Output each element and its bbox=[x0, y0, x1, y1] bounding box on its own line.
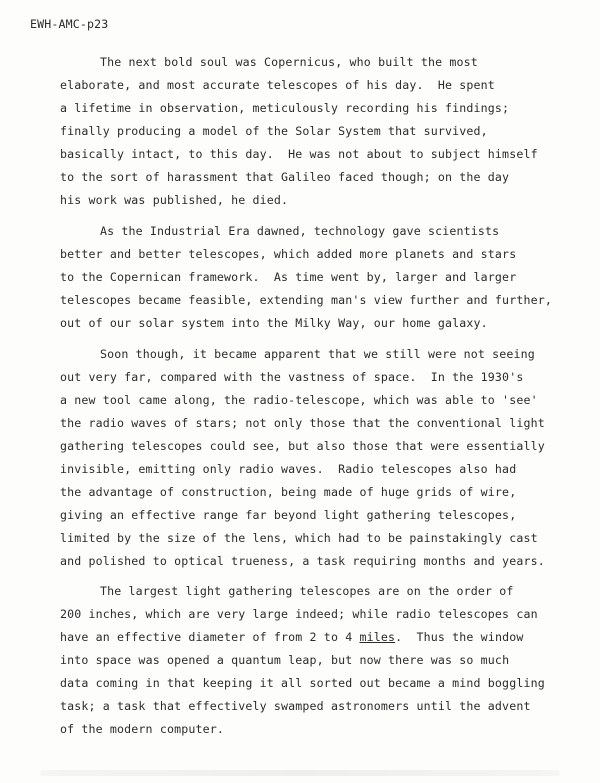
paragraph-4-line-2: 200 inches, which are very large indeed; while radio telescopes can bbox=[60, 607, 538, 621]
paragraph-4-line-3-text: have an effective diameter of from 2 to 4 bbox=[60, 630, 360, 644]
paragraph-4-line-6: task; a task that effectively swamped astronomers until the advent bbox=[60, 699, 531, 713]
paragraph-4-line-3-tail: . Thus the window bbox=[395, 630, 524, 644]
underlined-word: miles bbox=[359, 630, 396, 644]
paragraph-1-line-2: elaborate, and most accurate telescopes of his day. He spent bbox=[60, 78, 495, 92]
paragraph-3-line-9: limited by the size of the lens, which had to be painstakingly cast bbox=[60, 531, 538, 545]
paragraph-3-line-2: out very far, compared with the vastness of space. In the 1930's bbox=[60, 370, 524, 384]
paragraph-3-line-10: and polished to optical trueness, a task requiring months and years. bbox=[60, 554, 545, 568]
paragraph-2-line-2: better and better telescopes, which added more planets and stars bbox=[60, 247, 517, 261]
paragraph-3-line-4: the radio waves of stars; not only those that the conventional light bbox=[60, 416, 545, 430]
paragraph-2-line-5: out of our solar system into the Milky Way, our home galaxy. bbox=[60, 316, 488, 330]
paragraph-1-line-6: to the sort of harassment that Galileo faced though; on the day bbox=[60, 170, 510, 184]
paragraph-1-line-5: basically intact, to this day. He was not about to subject himself bbox=[60, 147, 538, 161]
paragraph-4-line-4 bbox=[60, 650, 509, 670]
paragraph-1-line-1: The next bold soul was Copernicus, who built the most bbox=[100, 55, 478, 69]
paragraph-3-line-7: the advantage of construction, being made of huge grids of wire, bbox=[60, 485, 517, 499]
paragraph-1-line-4: finally producing a model of the Solar System that survived, bbox=[60, 124, 488, 138]
page-header: EWH-AMC-p23 bbox=[30, 17, 109, 31]
paragraph-1-line-3: a lifetime in observation, meticulously recording his findings; bbox=[60, 101, 510, 115]
paragraph-2-line-1: As the Industrial Era dawned, technology gave scientists bbox=[100, 224, 500, 238]
paragraph-4-line-5: data coming in that keeping it all sorted out became a mind boggling bbox=[60, 676, 545, 690]
paragraph-4-line-4-text: space was opened a quantum leap, but now there was so much bbox=[95, 653, 510, 667]
paragraph-3-line-8: giving an effective range far beyond light gathering telescopes, bbox=[60, 508, 517, 522]
paragraph-3-line-5: gathering telescopes could see, but also those that were essentially bbox=[60, 439, 545, 453]
paragraph-2-line-3: to the Copernican framework. As time went by, larger and larger bbox=[60, 270, 517, 284]
paragraph-3-line-3: a new tool came along, the radio-telescope, which was able to 'see' bbox=[60, 393, 538, 407]
paragraph-4-line-1: The largest light gathering telescopes are on the order of bbox=[100, 584, 514, 598]
paragraph-2-line-4: telescopes became feasible, extending man's view further and further, bbox=[60, 293, 552, 307]
paragraph-4-line-7: of the modern computer. bbox=[60, 722, 224, 736]
paragraph-3-line-1: Soon though, it became apparent that we still were not seeing bbox=[100, 347, 535, 361]
paragraph-1-line-7: his work was published, he died. bbox=[60, 193, 289, 207]
paragraph-4-line-4-prefix: into bbox=[60, 653, 96, 667]
scan-artifact bbox=[40, 770, 560, 776]
paragraph-3-line-6: invisible, emitting only radio waves. Radio telescopes also had bbox=[60, 462, 517, 476]
paragraph-4-line-3 bbox=[60, 627, 523, 647]
